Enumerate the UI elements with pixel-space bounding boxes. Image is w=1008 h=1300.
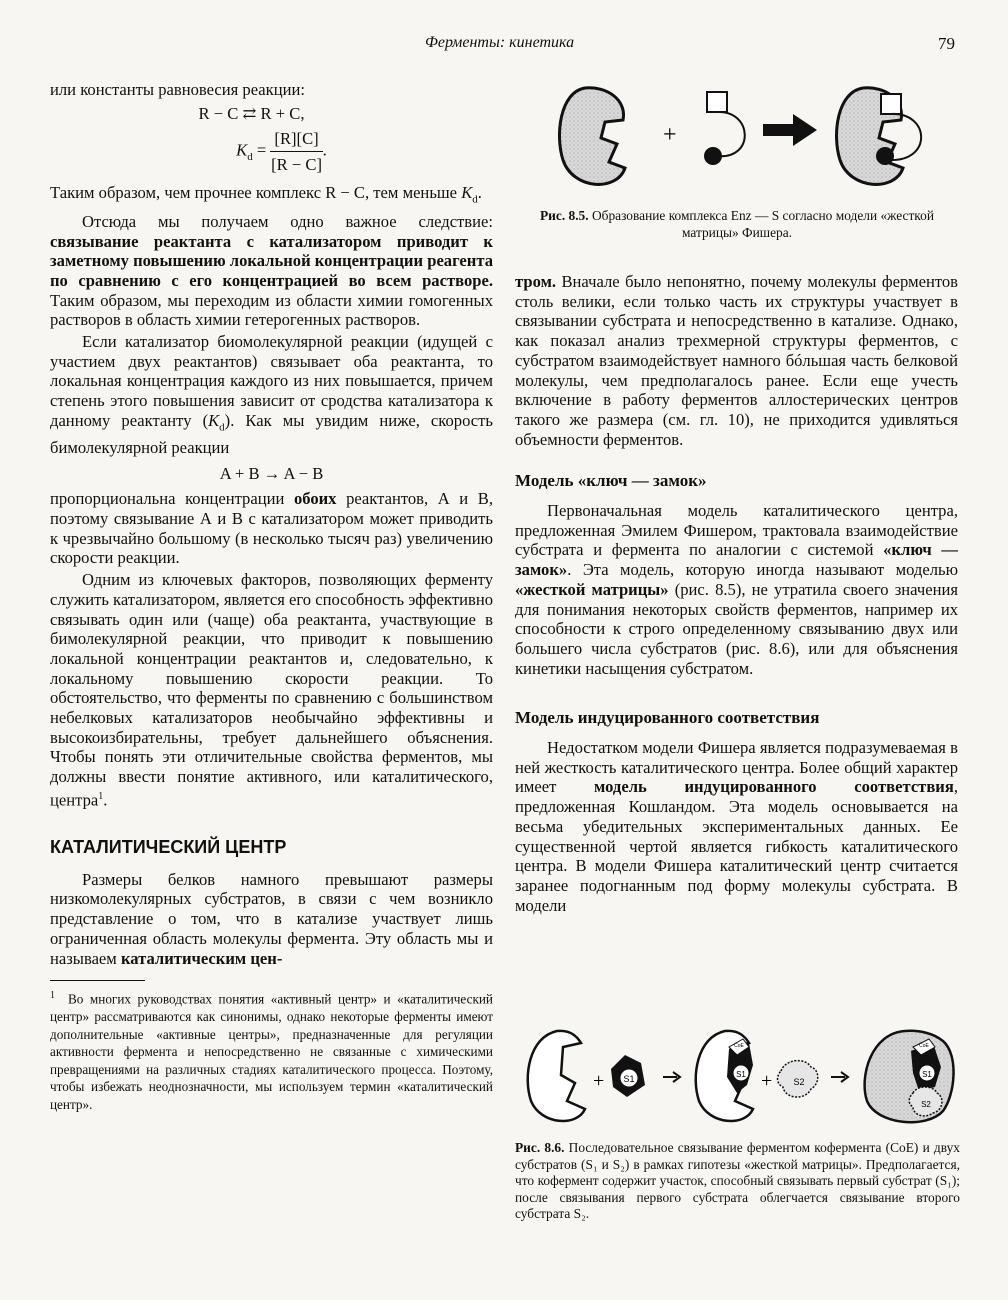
kd-equals: =	[252, 140, 267, 160]
kd-subscript: d	[219, 421, 225, 434]
paragraph-induced-fit	[515, 738, 958, 915]
equilibrium-equation: R − C ⇄ R + C,	[198, 103, 305, 123]
arrow-icon	[831, 1072, 848, 1082]
text-run: .	[477, 182, 482, 202]
header-title: Ферменты: кинетика	[425, 34, 575, 51]
text-run: Отсюда мы получаем одно важное следствие:	[82, 211, 493, 231]
text-run: Таким образом, чем прочнее комплекс R − C, тем меньше	[50, 182, 462, 202]
bimolecular-equation: A + B → A − B	[219, 463, 324, 483]
intro-line: или константы равновесия реакции:	[50, 80, 305, 99]
paragraph-fischer-model	[515, 501, 958, 678]
s2-substrate-shape	[778, 1061, 818, 1097]
s1-label: S1	[623, 1074, 635, 1084]
kd-fraction	[270, 129, 322, 174]
bold-run: «ключ — замок»	[515, 540, 958, 580]
bold-run: каталитическим цен-	[120, 948, 283, 968]
kd-equation	[50, 129, 493, 174]
arrow-icon	[663, 1072, 680, 1082]
footnote-mark: 1	[50, 990, 55, 1002]
text-run: Недостатком модели Фишера является подразумеваемая в ней жесткость каталитического центра. Более общий характер имеет	[515, 738, 958, 797]
paragraph-consequence	[50, 212, 493, 330]
kd-period: .	[322, 140, 327, 160]
coe-label: CoE	[919, 1043, 929, 1049]
caption-label: Рис. 8.5.	[539, 208, 589, 223]
text-run: Одним из ключевых факторов, позволяющих ферменту служить катализатором, является его способность эффективно связывать один или (чаще) оба реактанта, участвующие в бимолекулярной реакции, что приводит к повышению локальной концентрации реактантов и, следовательно, к локальному повышению скорости реакции. То обстоятельство, что ферменты по сравнению с большинством небелковых катализаторов необычайно эффективны и высокоизбирательны, требует дальнейшего объяснения. Чтобы понять эти отличительные свойства ферментов, мы должны ввести понятие активного, или каталитического, центра	[50, 570, 493, 810]
text-run: , предложенная Кошландом. Эта модель основывается на весьма убедительных экспериментальных данных. Ее существенной чертой является гибкость каталитического центра. В модели Фишера каталитический центр считается заранее подогнанным под форму молекулы субстрата. В модели	[515, 777, 958, 915]
footnote-text: Во многих руководствах понятия «активный центр» и «каталитический центр» рассматриваются как синонимы, однако некоторые ферменты имеют дополнительные «активные центры», предназначенные для регуляции активности фермента и непосредственно не связанные с химическими превращениями на различных стадиях каталитического процесса. Поэтому, чтобы избежать неоднозначности, мы используем термин «каталитический центр».	[50, 991, 493, 1112]
enzyme-coenzyme-shape	[696, 1031, 753, 1121]
s2-label: S2	[793, 1077, 805, 1087]
footnote-reference[interactable]: 1	[98, 790, 104, 802]
enzyme-blob-shape	[559, 88, 625, 185]
plus-sign: +	[663, 122, 677, 148]
text-run: Первоначальная модель каталитического центра, предложенная Эмилем Фишером, трактовала взаимодействие субстрата и фермента по аналогии с системой	[515, 501, 958, 560]
s2-label: S2	[921, 1100, 931, 1109]
plus-sign: +	[593, 1070, 605, 1092]
caption-text: Последовательное связывание ферментом кофермента (CoE) и двух субстратов (S₁ и S₂) в рамках гипотезы «жесткой матрицы». Предполагается, что кофермент содержит участок, способный связывать первый субстрат (S₁); после связывания первого субстрата облегчается связывание второго субстрата S₂.	[515, 1140, 960, 1221]
kd-numerator: [R][C]	[270, 129, 322, 152]
plus-sign: +	[761, 1070, 773, 1092]
text-run: пропорциональна концентрации	[50, 489, 294, 509]
kd-symbol: K	[208, 410, 220, 430]
ternary-complex-shape	[865, 1031, 954, 1122]
footnote	[50, 987, 493, 1113]
text-run: ). Как мы увидим ниже, скорость бимолекулярной реакции	[50, 410, 493, 457]
right-column	[515, 272, 958, 915]
page-number: 79	[938, 34, 955, 53]
text-run: .	[103, 790, 108, 810]
bold-run: тром.	[515, 272, 557, 291]
paragraph-bimolecular	[50, 332, 493, 458]
kd-subscript: d	[247, 151, 253, 164]
left-column	[50, 80, 493, 1113]
enzyme-empty-shape	[528, 1031, 585, 1121]
paragraph-enzyme-size	[515, 272, 958, 449]
text-run: (рис. 8.5), не утратила своего значения для понимания некоторых свойств ферментов, например их способности к строго определенному связыванию двух или большего числа субстратов (рис. 8.6), или для объяснения кинетики насыщения субстратом.	[515, 579, 958, 678]
s1-label: S1	[922, 1070, 932, 1079]
caption-text: Образование комплекса Enz — S согласно модели «жесткой матрицы» Фишера.	[588, 208, 934, 240]
caption-label: Рис. 8.6.	[515, 1140, 565, 1155]
text-run: реактантов, А и В, поэтому связывание А и В с катализатором может приводить к чрезвычайно большому (в несколько тысяч раз) увеличению скорости реакции.	[50, 489, 493, 568]
kd-denominator: [R − C]	[271, 155, 322, 175]
substrate-shape	[704, 92, 745, 165]
kd-symbol: K	[236, 140, 248, 160]
text-run: Размеры белков намного превышают размеры низкомолекулярных субстратов, в связи с чем возникло представление о том, что в катализе участвует лишь ограниченная область молекулы фермента. Эту область мы и называем	[50, 869, 493, 968]
paragraph-key-factors	[50, 570, 493, 810]
bold-run: связывание реактанта с катализатором приводит к заметному повышению локальной концентрации реагента по сравнению с его концентрацией во всем растворе.	[50, 231, 493, 290]
coe-label: CoE	[734, 1043, 744, 1049]
figure-8-5-caption	[512, 208, 962, 241]
kd-subscript: d	[472, 193, 478, 206]
s1-label: S1	[736, 1070, 746, 1079]
text-run: Таким образом, мы переходим из области химии гомогенных растворов в область химии гетерогенных растворов.	[50, 290, 493, 330]
section-heading-catalytic-center: КАТАЛИТИЧЕСКИЙ ЦЕНТР	[50, 837, 287, 858]
figure-8-6-caption	[515, 1140, 960, 1223]
footnote-rule	[50, 980, 145, 981]
coenzyme-s1-shape	[611, 1055, 645, 1097]
bold-run: «жесткой матрицы»	[515, 579, 669, 599]
text-run: Если катализатор биомолекулярной реакции (идущей с участием двух реактантов) связывает оба реактанта, то локальная концентрация каждого из них повышается, причем степень этого повышения зависит от сродства катализатора к данному реактанту (	[50, 332, 493, 430]
heading-induced-fit-model: Модель индуцированного соответствия	[515, 708, 820, 728]
paragraph-proportional	[50, 489, 493, 568]
bold-run: модель индуцированного соответствия	[594, 777, 954, 797]
heading-lock-key-model: Модель «ключ — замок»	[515, 471, 707, 491]
text-run: . Эта модель, которую иногда называют моделью	[567, 560, 958, 580]
bold-run: обоих	[293, 489, 337, 509]
figure-8-5	[545, 80, 965, 200]
arrow-icon	[763, 114, 817, 146]
figure-8-6	[515, 1025, 960, 1130]
kd-symbol: K	[461, 182, 473, 202]
paragraph-complex-strength	[50, 183, 493, 210]
paragraph-protein-size	[50, 870, 493, 969]
text-run: Вначале было непонятно, почему молекулы ферментов столь велики, если только часть их структуры участвует в связывании субстрата и непосредственно в катализе. Однако, как показал анализ трехмерной структуры ферментов, с субстратом взаимодействует намного бóльшая часть белковой молекулы, чем предполагалось ранее. Если еще учесть включение в работу ферментов аллостерических центров такого же размера (см. гл. 10), не приходится удивляться объемности ферментов.	[515, 272, 958, 449]
running-header	[0, 34, 1008, 58]
enzyme-substrate-complex-shape	[837, 88, 922, 185]
